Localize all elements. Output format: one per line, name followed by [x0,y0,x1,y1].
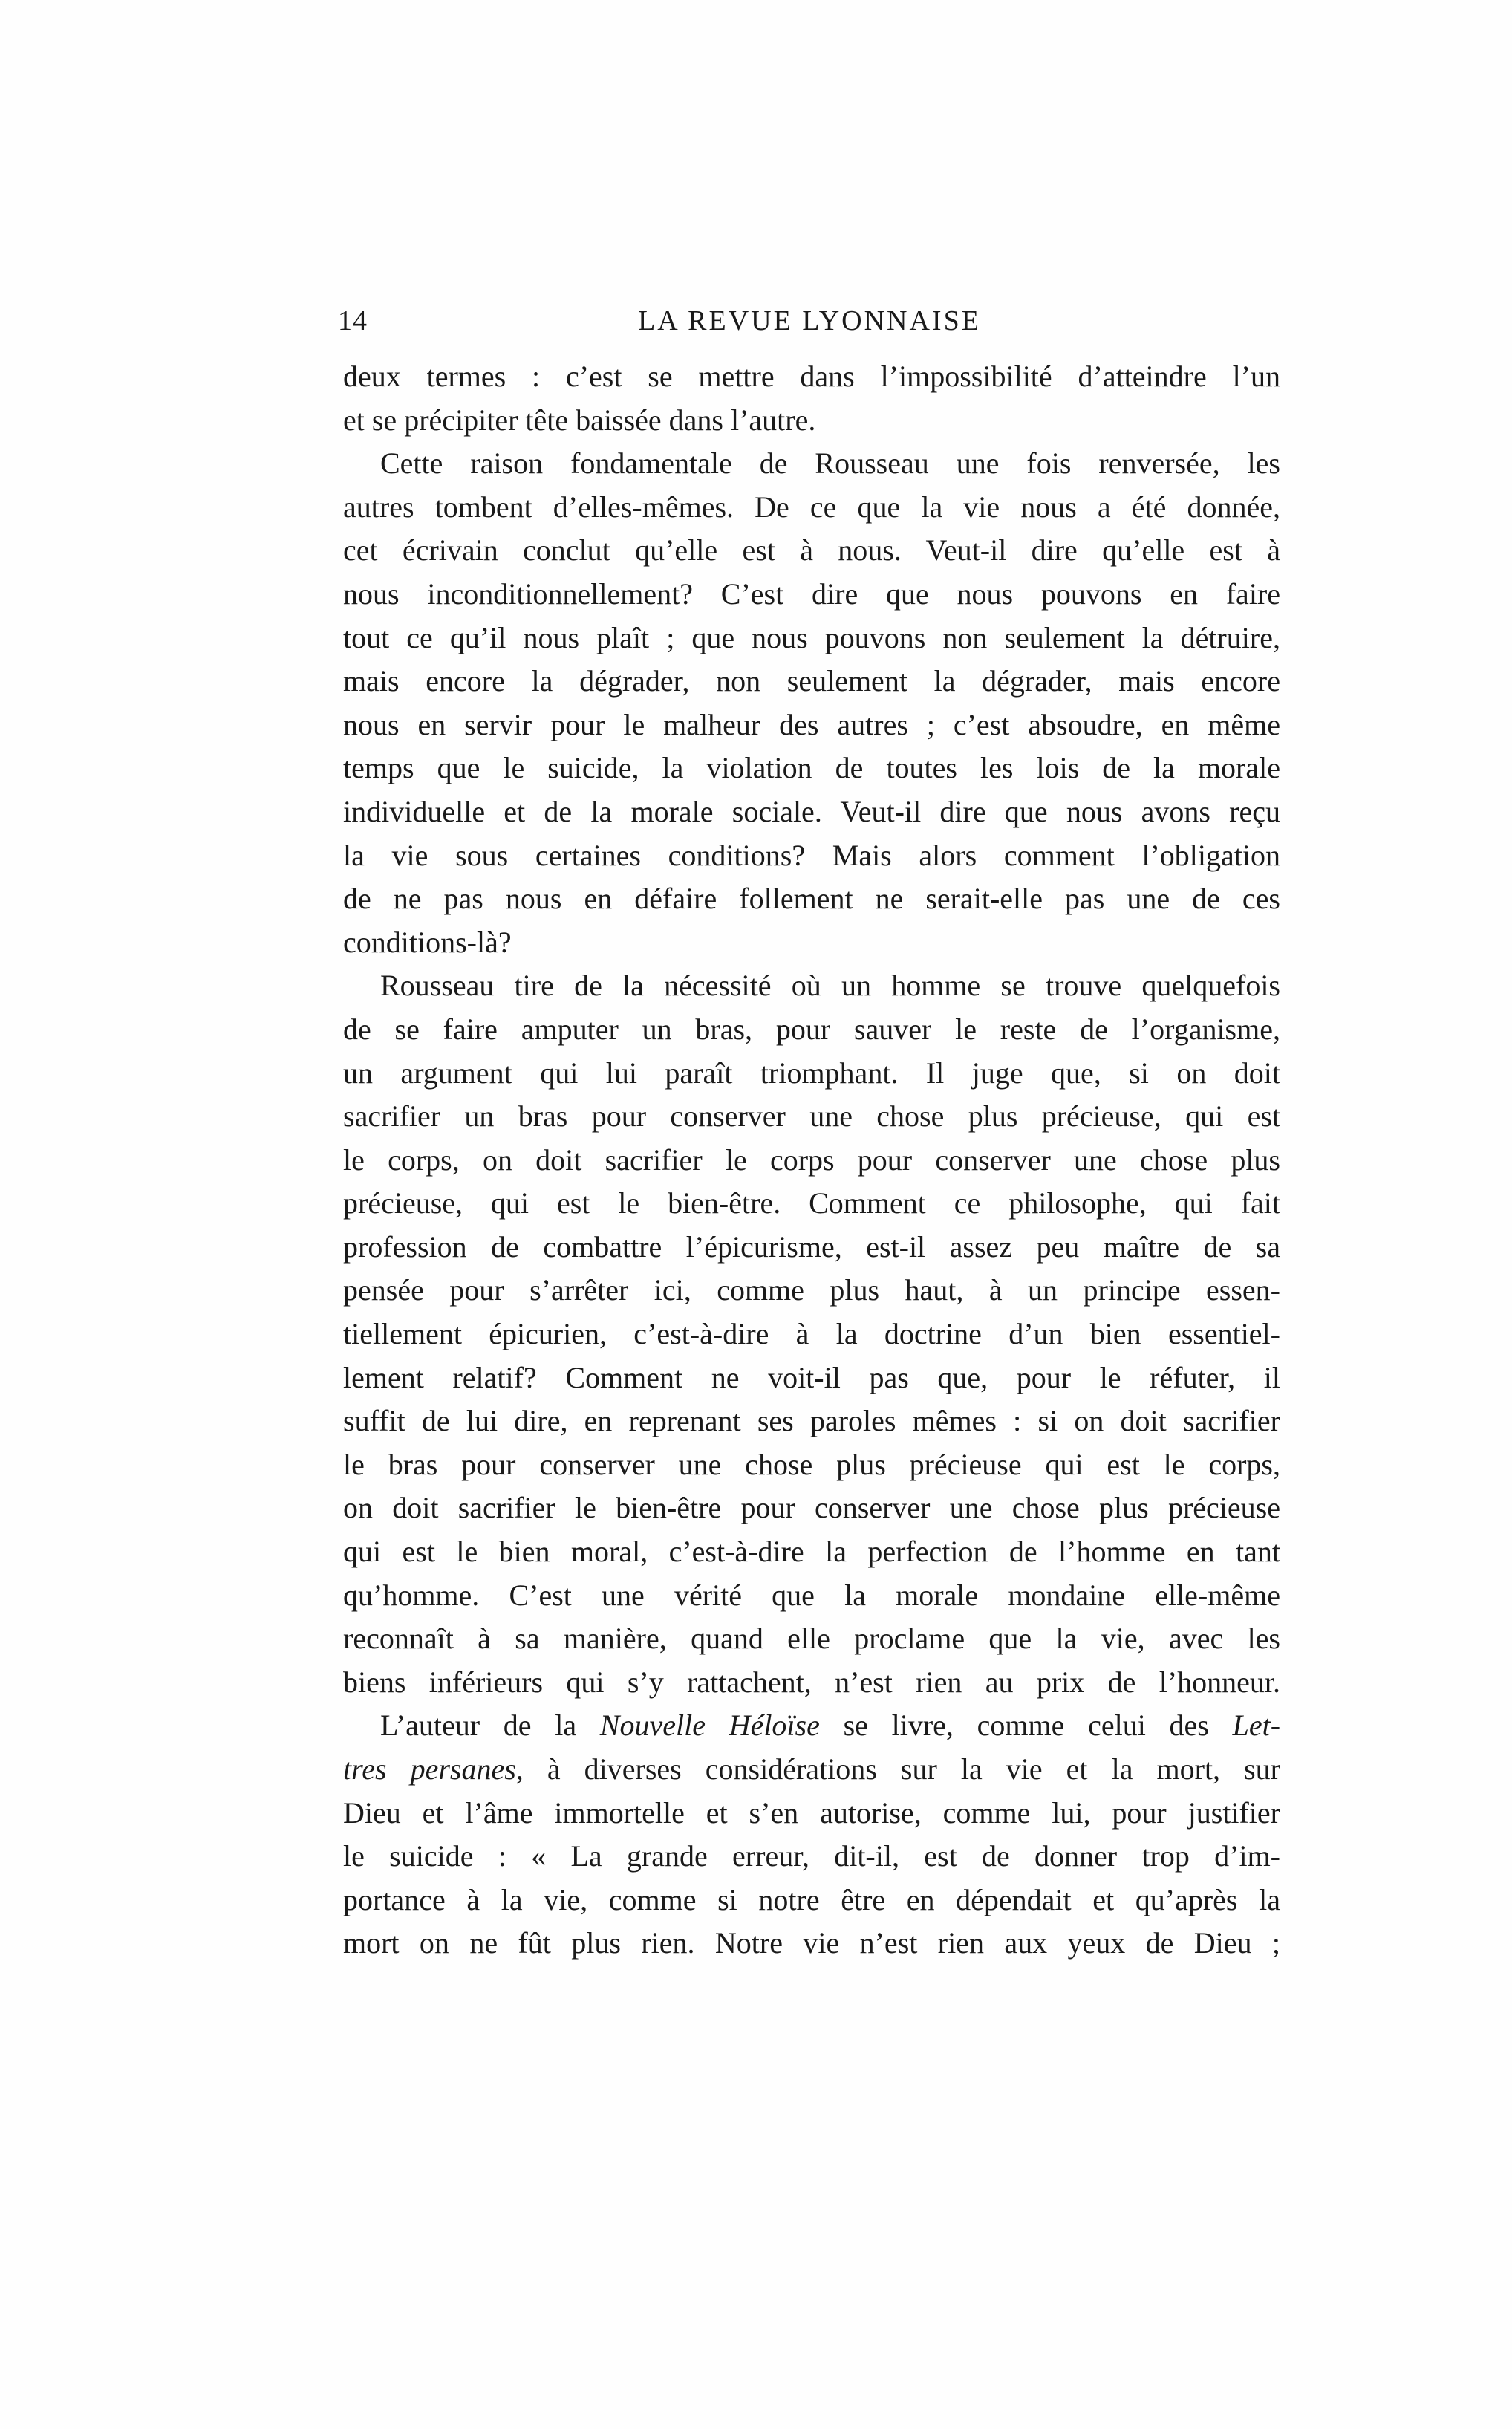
text-line: deux termes : c’est se mettre dans l’impossibilité d’atteindre l’un [343,360,1280,393]
text-line: qui est le bien moral, c’est-à-dire la perfection de l’homme en tant [343,1535,1280,1569]
text-line: Cette raison fondamentale de Rousseau une fois renversée, les [380,446,1280,481]
text-line: Dieu et l’âme immortelle et s’en autorise, comme lui, pour justifier [343,1795,1280,1830]
text-line: Rousseau tire de la nécessité où un homme se trouve quelquefois [380,969,1280,1003]
text-line: et se précipiter tête baissée dans l’autre. [343,403,816,437]
running-title: LA REVUE LYONNAISE [638,305,981,336]
text-line: nous inconditionnellement? C’est dire que nous pouvons en faire [343,576,1280,611]
text-line: suffit de lui dire, en reprenant ses paroles mêmes : si on doit sacrifier [343,1404,1280,1438]
text-line: tout ce qu’il nous plaît ; que nous pouvons non seulement la détruire, [343,620,1280,654]
text-line: la vie sous certaines conditions? Mais alors comment l’obligation [343,838,1280,872]
italic-title: Nouvelle Héloïse [599,1708,820,1743]
text-line: reconnaît à sa manière, quand elle proclame que la vie, avec les [343,1622,1280,1656]
text-line: de ne pas nous en défaire follement ne serait-elle pas une de ces [343,882,1280,916]
text-line: mais encore la dégrader, non seulement la dégrader, mais encore [343,664,1280,698]
text-line: autres tombent d’elles-mêmes. De ce que la vie nous a été donnée, [343,490,1280,524]
text-line [343,1748,1280,1792]
text-line: biens inférieurs qui s’y rattachent, n’est rien au prix de l’honneur. [343,1665,1280,1699]
page-header [338,305,1281,349]
text-line [343,1704,1280,1748]
text-line: sacrifier un bras pour conserver une chose plus précieuse, qui est [343,1099,1280,1134]
page-number: 14 [338,305,368,336]
text-line: pensée pour s’arrêter ici, comme plus haut, à un principe essen- [343,1273,1280,1307]
text-line: précieuse, qui est le bien-être. Comment ce philosophe, qui fait [343,1186,1280,1220]
body-text [343,355,1280,1965]
text-line: le suicide : « La grande erreur, dit-il, est de donner trop d’im- [343,1839,1280,1873]
text-segment: se livre, comme celui des [843,1708,1209,1743]
text-line: conditions-là? [343,925,512,959]
text-line: tiellement épicurien, c’est-à-dire à la doctrine d’un bien essentiel- [343,1317,1280,1351]
text-line: le bras pour conserver une chose plus précieuse qui est le corps, [343,1447,1280,1481]
text-line: un argument qui lui paraît triomphant. Il juge que, si on doit [343,1056,1280,1090]
italic-title: tres persanes, [343,1752,524,1786]
text-segment: à diverses considérations sur la vie et la mort, sur [547,1752,1280,1786]
text-line: cet écrivain conclut qu’elle est à nous. Veut-il dire qu’elle est à [343,533,1280,568]
text-line: profession de combattre l’épicurisme, est-il assez peu maître de sa [343,1229,1280,1264]
text-line: le corps, on doit sacrifier le corps pour conserver une chose plus [343,1142,1280,1177]
text-line: mort on ne fût plus rien. Notre vie n’est rien aux yeux de Dieu ; [343,1926,1280,1960]
italic-title: Let- [1232,1708,1280,1743]
text-line: individuelle et de la morale sociale. Veut-il dire que nous avons reçu [343,794,1280,828]
text-line: portance à la vie, comme si notre être en dépendait et qu’après la [343,1882,1280,1916]
text-line: de se faire amputer un bras, pour sauver le reste de l’organisme, [343,1012,1280,1046]
text-line: nous en servir pour le malheur des autres ; c’est absoudre, en même [343,707,1280,741]
text-segment: L’auteur de la [380,1708,577,1743]
text-line: qu’homme. C’est une vérité que la morale mondaine elle-même [343,1578,1280,1612]
text-line: lement relatif? Comment ne voit-il pas que, pour le réfuter, il [343,1360,1280,1394]
text-line: on doit sacrifier le bien-être pour conserver une chose plus précieuse [343,1491,1280,1525]
text-line: temps que le suicide, la violation de toutes les lois de la morale [343,751,1280,785]
